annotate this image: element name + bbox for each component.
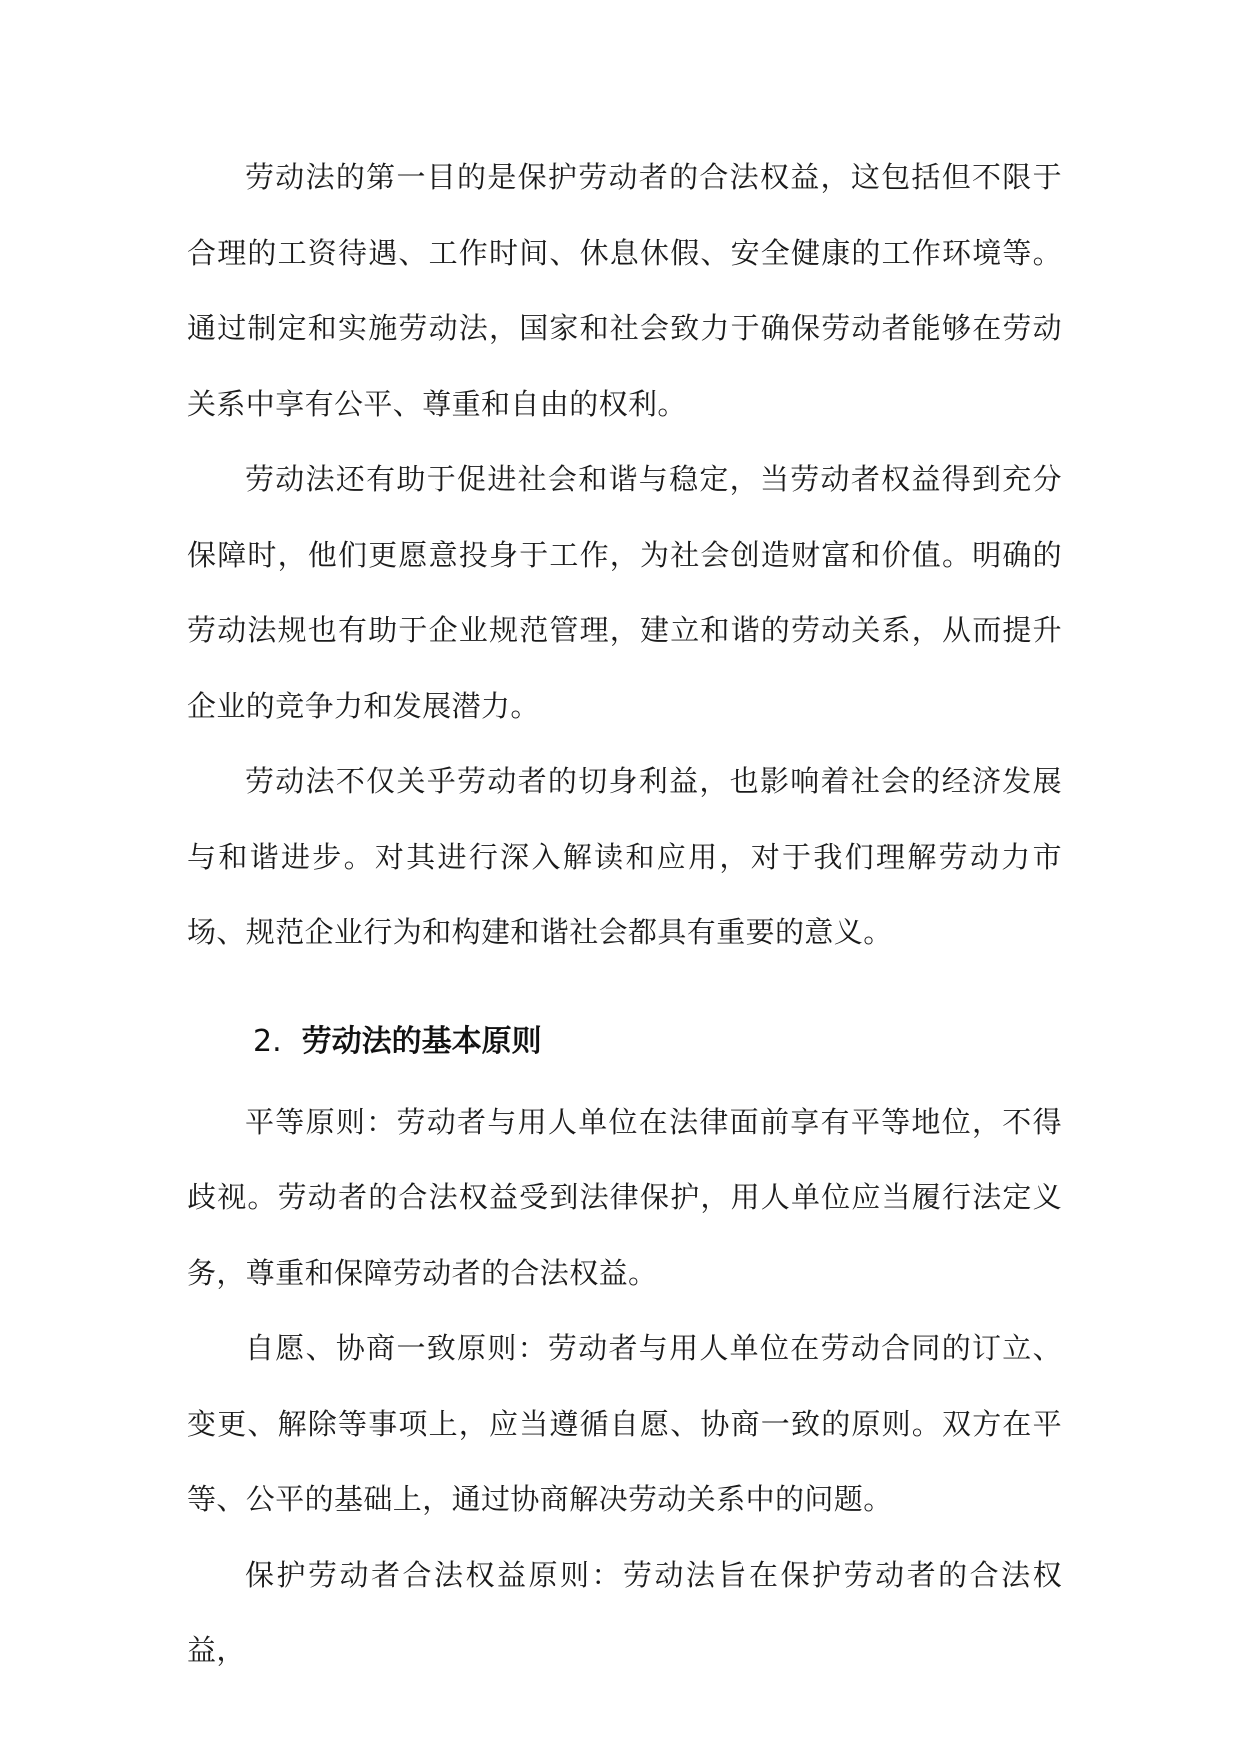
paragraph-consensus-principle: 自愿、协商一致原则：劳动者与用人单位在劳动合同的订立、变更、解除等事项上，应当遵循自愿、协商一致的原则。双方在平等、公平的基础上，通过协商解决劳动关系中的问题。 — [187, 1331, 1062, 1516]
paragraph-significance: 劳动法不仅关乎劳动者的切身利益，也影响着社会的经济发展与和谐进步。对其进行深入解读和应用，对于我们理解劳动力市场、规范企业行为和构建和谐社会都具有重要的意义。 — [187, 764, 1062, 949]
paragraph-equality-principle: 平等原则：劳动者与用人单位在法律面前享有平等地位，不得歧视。劳动者的合法权益受到法律保护，用人单位应当履行法定义务，尊重和保障劳动者的合法权益。 — [187, 1104, 1062, 1290]
paragraph-harmony: 劳动法还有助于促进社会和谐与稳定，当劳动者权益得到充分保障时，他们更愿意投身于工作，为社会创造财富和价值。明确的劳动法规也有助于企业规范管理，建立和谐的劳动关系，从而提升企业的竞争力和发展潜力。 — [187, 462, 1062, 723]
paragraph-protection-principle: 保护劳动者合法权益原则：劳动法旨在保护劳动者的合法权益， — [187, 1557, 1062, 1667]
section-heading — [187, 999, 1062, 1085]
paragraph-purpose: 劳动法的第一目的是保护劳动者的合法权益，这包括但不限于合理的工资待遇、工作时间、休息休假、安全健康的工作环境等。通过制定和实施劳动法，国家和社会致力于确保劳动者能够在劳动关系中享有公平、尊重和自由的权利。 — [187, 160, 1062, 421]
document-body — [187, 140, 1062, 1689]
section-title: 劳动法的基本原则 — [301, 1023, 542, 1059]
section-number: 2. — [253, 1023, 282, 1059]
